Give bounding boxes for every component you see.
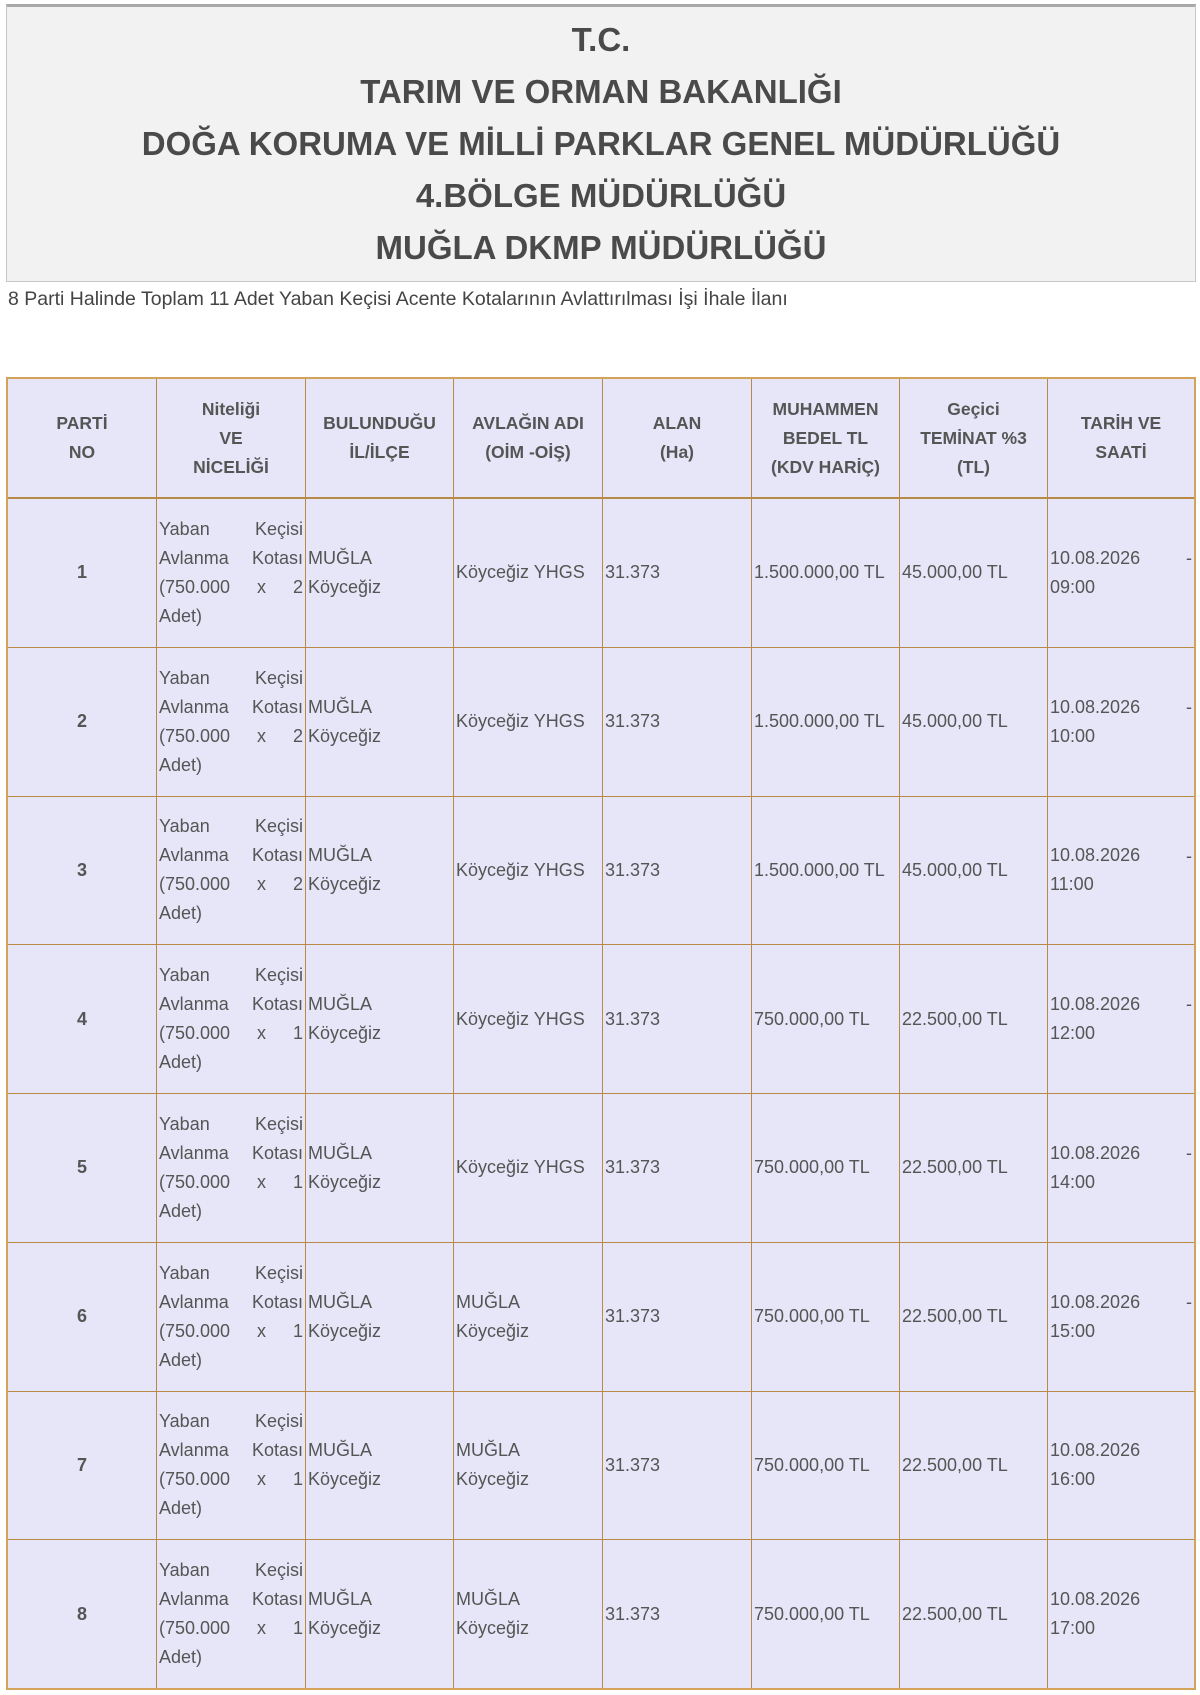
nitelik-cell: Yaban Keçisi Avlanma Kotası (750.000 x 2 Adet)	[157, 648, 306, 797]
avlak-cell	[454, 499, 603, 648]
muhammen-bedel-cell: 750.000,00 TL	[752, 1243, 900, 1392]
nitelik-cell: Yaban Keçisi Avlanma Kotası (750.000 x 1 Adet)	[157, 1392, 306, 1541]
table-row	[8, 499, 1194, 648]
column-header-muhammen-bedel: MUHAMMEN BEDEL TL (KDV HARİÇ)	[752, 379, 900, 499]
avlak-cell	[454, 1094, 603, 1243]
gecici-teminat-cell: 45.000,00 TL	[900, 648, 1048, 797]
il-ilce-line: MUĞLA	[308, 696, 373, 717]
il-ilce-cell	[306, 1243, 454, 1392]
parti-no-cell: 2	[8, 648, 157, 797]
saat-value: 17:00	[1050, 1618, 1096, 1639]
table-header-row	[8, 379, 1194, 499]
avlak-line: Köyceğiz YHGS	[456, 859, 585, 880]
il-ilce-line: Köyceğiz	[308, 1618, 382, 1639]
column-header-nitelik: Niteliği VE NİCELİĞİ	[157, 379, 306, 499]
tender-table	[6, 377, 1196, 1690]
gecici-teminat-cell: 22.500,00 TL	[900, 945, 1048, 1094]
muhammen-bedel-cell: 1.500.000,00 TL	[752, 797, 900, 946]
table-row	[8, 945, 1194, 1094]
avlak-line: MUĞLA	[456, 1589, 521, 1610]
dash-mark: -	[1186, 1143, 1192, 1163]
dash-mark: -	[1186, 994, 1192, 1015]
tarih-saat-cell	[1048, 1243, 1194, 1392]
alan-cell: 31.373	[603, 1094, 752, 1243]
muhammen-bedel-cell: 1.500.000,00 TL	[752, 499, 900, 648]
table-row	[8, 1243, 1194, 1392]
tarih-value: 10.08.2026	[1050, 696, 1141, 717]
avlak-line: MUĞLA	[456, 1291, 521, 1312]
column-header-alan: ALAN (Ha)	[603, 379, 752, 499]
parti-no-cell: 6	[8, 1243, 157, 1392]
il-ilce-cell	[306, 1540, 454, 1688]
header-line-local: MUĞLA DKMP MÜDÜRLÜĞÜ	[375, 229, 827, 266]
parti-no-cell: 1	[8, 499, 157, 648]
nitelik-cell: Yaban Keçisi Avlanma Kotası (750.000 x 1 Adet)	[157, 1243, 306, 1392]
il-ilce-line: Köyceğiz	[308, 1023, 382, 1044]
table-row	[8, 1540, 1194, 1688]
il-ilce-line: Köyceğiz	[308, 874, 382, 895]
header-line-region: 4.BÖLGE MÜDÜRLÜĞÜ	[415, 177, 787, 214]
alan-cell: 31.373	[603, 1392, 752, 1541]
tarih-saat-cell	[1048, 499, 1194, 648]
dash-mark: -	[1186, 1291, 1192, 1312]
avlak-line: Köyceğiz	[456, 1469, 530, 1490]
header-box	[6, 4, 1196, 282]
muhammen-bedel-cell: 750.000,00 TL	[752, 1094, 900, 1243]
avlak-line: Köyceğiz YHGS	[456, 1008, 585, 1029]
gecici-teminat-cell: 22.500,00 TL	[900, 1392, 1048, 1541]
nitelik-cell: Yaban Keçisi Avlanma Kotası (750.000 x 2 Adet)	[157, 797, 306, 946]
parti-no-cell: 5	[8, 1094, 157, 1243]
muhammen-bedel-cell: 750.000,00 TL	[752, 1392, 900, 1541]
avlak-line: Köyceğiz YHGS	[456, 711, 585, 732]
il-ilce-line: MUĞLA	[308, 1142, 373, 1163]
gecici-teminat-cell: 45.000,00 TL	[900, 797, 1048, 946]
muhammen-bedel-cell: 1.500.000,00 TL	[752, 648, 900, 797]
avlak-cell	[454, 1243, 603, 1392]
alan-cell: 31.373	[603, 499, 752, 648]
il-ilce-cell	[306, 648, 454, 797]
column-header-avlak: AVLAĞIN ADI (OİM -OİŞ)	[454, 379, 603, 499]
table-row	[8, 797, 1194, 946]
gecici-teminat-cell: 22.500,00 TL	[900, 1094, 1048, 1243]
tarih-value: 10.08.2026	[1050, 1440, 1141, 1461]
nitelik-cell: Yaban Keçisi Avlanma Kotası (750.000 x 1 Adet)	[157, 1540, 306, 1688]
avlak-line: Köyceğiz YHGS	[456, 1157, 585, 1178]
avlak-line: MUĞLA	[456, 1440, 521, 1461]
avlak-line: Köyceğiz	[456, 1618, 530, 1639]
table-row	[8, 648, 1194, 797]
il-ilce-line: Köyceğiz	[308, 1469, 382, 1490]
il-ilce-line: MUĞLA	[308, 845, 373, 866]
parti-no-cell: 3	[8, 797, 157, 946]
il-ilce-line: MUĞLA	[308, 994, 373, 1015]
column-header-tarih-saat: TARİH VE SAATİ	[1048, 379, 1194, 499]
avlak-cell	[454, 945, 603, 1094]
alan-cell: 31.373	[603, 1540, 752, 1688]
tarih-value: 10.08.2026	[1050, 845, 1141, 866]
column-header-parti-no: PARTİ NO	[8, 379, 157, 499]
parti-no-cell: 8	[8, 1540, 157, 1688]
tarih-saat-cell	[1048, 648, 1194, 797]
table-body	[8, 499, 1194, 1688]
tarih-saat-cell	[1048, 1094, 1194, 1243]
tarih-value: 10.08.2026	[1050, 1142, 1141, 1163]
il-ilce-cell	[306, 1094, 454, 1243]
alan-cell: 31.373	[603, 797, 752, 946]
alan-cell: 31.373	[603, 945, 752, 1094]
dash-mark: -	[1186, 548, 1192, 568]
il-ilce-line: Köyceğiz	[308, 1171, 382, 1192]
tarih-saat-cell	[1048, 1540, 1194, 1688]
header-line-tc: T.C.	[571, 21, 631, 58]
header-line-ministry: TARIM VE ORMAN BAKANLIĞI	[360, 73, 842, 110]
tarih-value: 10.08.2026	[1050, 1291, 1141, 1312]
il-ilce-cell	[306, 499, 454, 648]
announcement-title: 8 Parti Halinde Toplam 11 Adet Yaban Keçisi Acente Kotalarının Avlattırılması İşi İhale İlanı	[8, 288, 788, 310]
avlak-line: Köyceğiz YHGS	[456, 562, 585, 583]
tarih-value: 10.08.2026	[1050, 1589, 1141, 1610]
il-ilce-line: MUĞLA	[308, 1440, 373, 1461]
alan-cell: 31.373	[603, 1243, 752, 1392]
tarih-saat-cell	[1048, 797, 1194, 946]
saat-value: 12:00	[1050, 1023, 1096, 1044]
avlak-cell	[454, 797, 603, 946]
parti-no-cell: 7	[8, 1392, 157, 1541]
il-ilce-line: Köyceğiz	[308, 725, 382, 746]
tarih-saat-cell	[1048, 945, 1194, 1094]
avlak-cell	[454, 1392, 603, 1541]
tarih-value: 10.08.2026	[1050, 547, 1141, 568]
il-ilce-line: MUĞLA	[308, 1291, 373, 1312]
saat-value: 15:00	[1050, 1320, 1096, 1341]
muhammen-bedel-cell: 750.000,00 TL	[752, 945, 900, 1094]
il-ilce-line: MUĞLA	[308, 547, 373, 568]
nitelik-cell: Yaban Keçisi Avlanma Kotası (750.000 x 1 Adet)	[157, 945, 306, 1094]
il-ilce-cell	[306, 1392, 454, 1541]
il-ilce-cell	[306, 945, 454, 1094]
dash-mark: -	[1186, 845, 1192, 866]
nitelik-cell: Yaban Keçisi Avlanma Kotası (750.000 x 1 Adet)	[157, 1094, 306, 1243]
table-row	[8, 1094, 1194, 1243]
saat-value: 10:00	[1050, 725, 1096, 746]
dash-mark: -	[1186, 696, 1192, 717]
saat-value: 14:00	[1050, 1171, 1096, 1192]
column-header-il-ilce: BULUNDUĞU İL/İLÇE	[306, 379, 454, 499]
tarih-value: 10.08.2026	[1050, 994, 1141, 1015]
tarih-saat-cell	[1048, 1392, 1194, 1541]
muhammen-bedel-cell: 750.000,00 TL	[752, 1540, 900, 1688]
il-ilce-line: Köyceğiz	[308, 576, 382, 597]
il-ilce-line: Köyceğiz	[308, 1320, 382, 1341]
alan-cell: 31.373	[603, 648, 752, 797]
avlak-cell	[454, 1540, 603, 1688]
il-ilce-cell	[306, 797, 454, 946]
saat-value: 16:00	[1050, 1469, 1096, 1490]
table-row	[8, 1392, 1194, 1541]
column-header-gecici-teminat: Geçici TEMİNAT %3 (TL)	[900, 379, 1048, 499]
avlak-line: Köyceğiz	[456, 1320, 530, 1341]
gecici-teminat-cell: 45.000,00 TL	[900, 499, 1048, 648]
gecici-teminat-cell: 22.500,00 TL	[900, 1243, 1048, 1392]
saat-value: 11:00	[1050, 874, 1094, 895]
saat-value: 09:00	[1050, 576, 1096, 597]
il-ilce-line: MUĞLA	[308, 1589, 373, 1610]
gecici-teminat-cell: 22.500,00 TL	[900, 1540, 1048, 1688]
parti-no-cell: 4	[8, 945, 157, 1094]
avlak-cell	[454, 648, 603, 797]
nitelik-cell: Yaban Keçisi Avlanma Kotası (750.000 x 2 Adet)	[157, 499, 306, 648]
header-line-directorate: DOĞA KORUMA VE MİLLİ PARKLAR GENEL MÜDÜRLÜĞÜ	[141, 125, 1061, 162]
